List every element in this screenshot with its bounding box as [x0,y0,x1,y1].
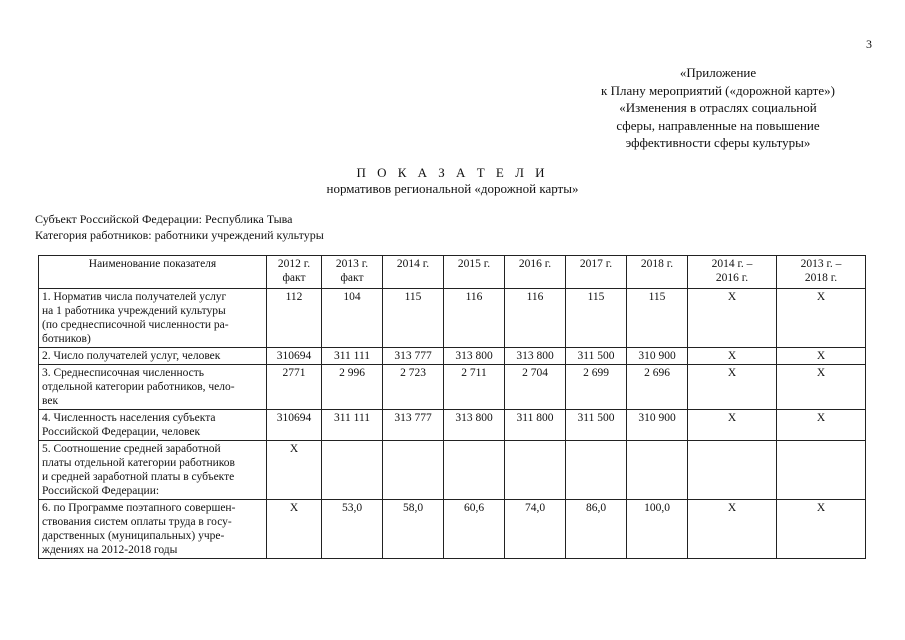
table-cell: 2771 [267,365,322,410]
table-cell: 60,6 [444,500,505,559]
column-header: 2018 г. [627,256,688,289]
table-cell [505,441,566,500]
table-cell: Х [688,410,777,441]
table-cell: Х [688,500,777,559]
indicator-name: 4. Численность населения субъекта Российской Федерации, человек [39,410,267,441]
table-cell: Х [777,500,866,559]
table-cell: Х [688,289,777,348]
indicator-name: 2. Число получателей услуг, человек [39,348,267,365]
table-cell: 311 500 [566,348,627,365]
table-cell: Х [267,441,322,500]
appendix-line: «Изменения в отраслях социальной [619,100,817,115]
column-header: 2017 г. [566,256,627,289]
table-cell: 311 800 [505,410,566,441]
table-row [39,410,866,441]
table-cell: 112 [267,289,322,348]
table-cell: 313 800 [505,348,566,365]
table-cell: 311 500 [566,410,627,441]
appendix-line: «Приложение [679,65,757,80]
table-cell: 115 [566,289,627,348]
column-header: 2014 г. – 2016 г. [688,256,777,289]
table-cell: Х [777,289,866,348]
table-row [39,289,866,348]
table-cell: 115 [627,289,688,348]
indicators-table [38,255,866,559]
table-cell: 310694 [267,410,322,441]
table-cell [383,441,444,500]
indicator-name: 6. по Программе поэтапного совершен- ствования систем оплаты труда в госу- дарственных (муниципальных) учре- ждениях на 2012-2018 годы [39,500,267,559]
appendix-line: эффективности сферы культуры» [625,135,811,150]
table-cell: 311 111 [322,410,383,441]
table-cell: 74,0 [505,500,566,559]
table-cell: 310 900 [627,348,688,365]
document-subtitle: нормативов региональной «дорожной карты» [326,181,579,196]
table-cell: Х [777,365,866,410]
table-cell [627,441,688,500]
column-header: 2013 г. – 2018 г. [777,256,866,289]
appendix-line: к Плану мероприятий («дорожной карте») [601,82,835,98]
column-header: 2013 г. факт [322,256,383,289]
appendix-note [548,64,888,152]
table-cell: Х [267,500,322,559]
table-cell: 86,0 [566,500,627,559]
indicator-name: 3. Среднесписочная численность отдельной категории работников, чело- век [39,365,267,410]
table-cell [322,441,383,500]
indicator-name: 5. Соотношение средней заработной платы отдельной категории работников и средней заработной платы в субъекте Российской Федерации: [39,441,267,500]
table-cell: 100,0 [627,500,688,559]
table-cell: 2 696 [627,365,688,410]
table-cell: 2 723 [383,365,444,410]
table-cell: 58,0 [383,500,444,559]
table-cell: 104 [322,289,383,348]
table-cell: 313 777 [383,348,444,365]
column-header: 2014 г. [383,256,444,289]
table-cell: 310 900 [627,410,688,441]
table-cell: 313 800 [444,410,505,441]
page-number: 3 [866,37,872,51]
table-row [39,500,866,559]
table-cell [444,441,505,500]
table-cell: 2 699 [566,365,627,410]
table-header-row [39,256,866,289]
table-row [39,441,866,500]
table-cell: 310694 [267,348,322,365]
table-cell [777,441,866,500]
table-cell: 311 111 [322,348,383,365]
table-cell: Х [777,410,866,441]
column-header: 2015 г. [444,256,505,289]
table-cell: 116 [505,289,566,348]
table-cell: 313 777 [383,410,444,441]
column-header: 2012 г. факт [267,256,322,289]
appendix-line: сферы, направленные на повышение [616,117,820,133]
table-cell: 313 800 [444,348,505,365]
table-cell: 116 [444,289,505,348]
column-header: 2016 г. [505,256,566,289]
table-cell: 2 711 [444,365,505,410]
category-line: Категория работников: работники учреждений культуры [35,228,324,242]
table-cell: 115 [383,289,444,348]
table-cell: Х [688,348,777,365]
document-title: П О К А З А Т Е Л И [356,165,549,180]
table-row [39,348,866,365]
table-cell: 2 996 [322,365,383,410]
table-cell: 2 704 [505,365,566,410]
table-cell: Х [688,365,777,410]
table-cell: 53,0 [322,500,383,559]
table-cell [688,441,777,500]
column-header: Наименование показателя [39,256,267,289]
indicator-name: 1. Норматив числа получателей услуг на 1 работника учреждений культуры (по среднесписочной численности ра- ботников) [39,289,267,348]
table-cell [566,441,627,500]
table-cell: Х [777,348,866,365]
table-row [39,365,866,410]
subject-line: Субъект Российской Федерации: Республика Тыва [35,212,293,226]
